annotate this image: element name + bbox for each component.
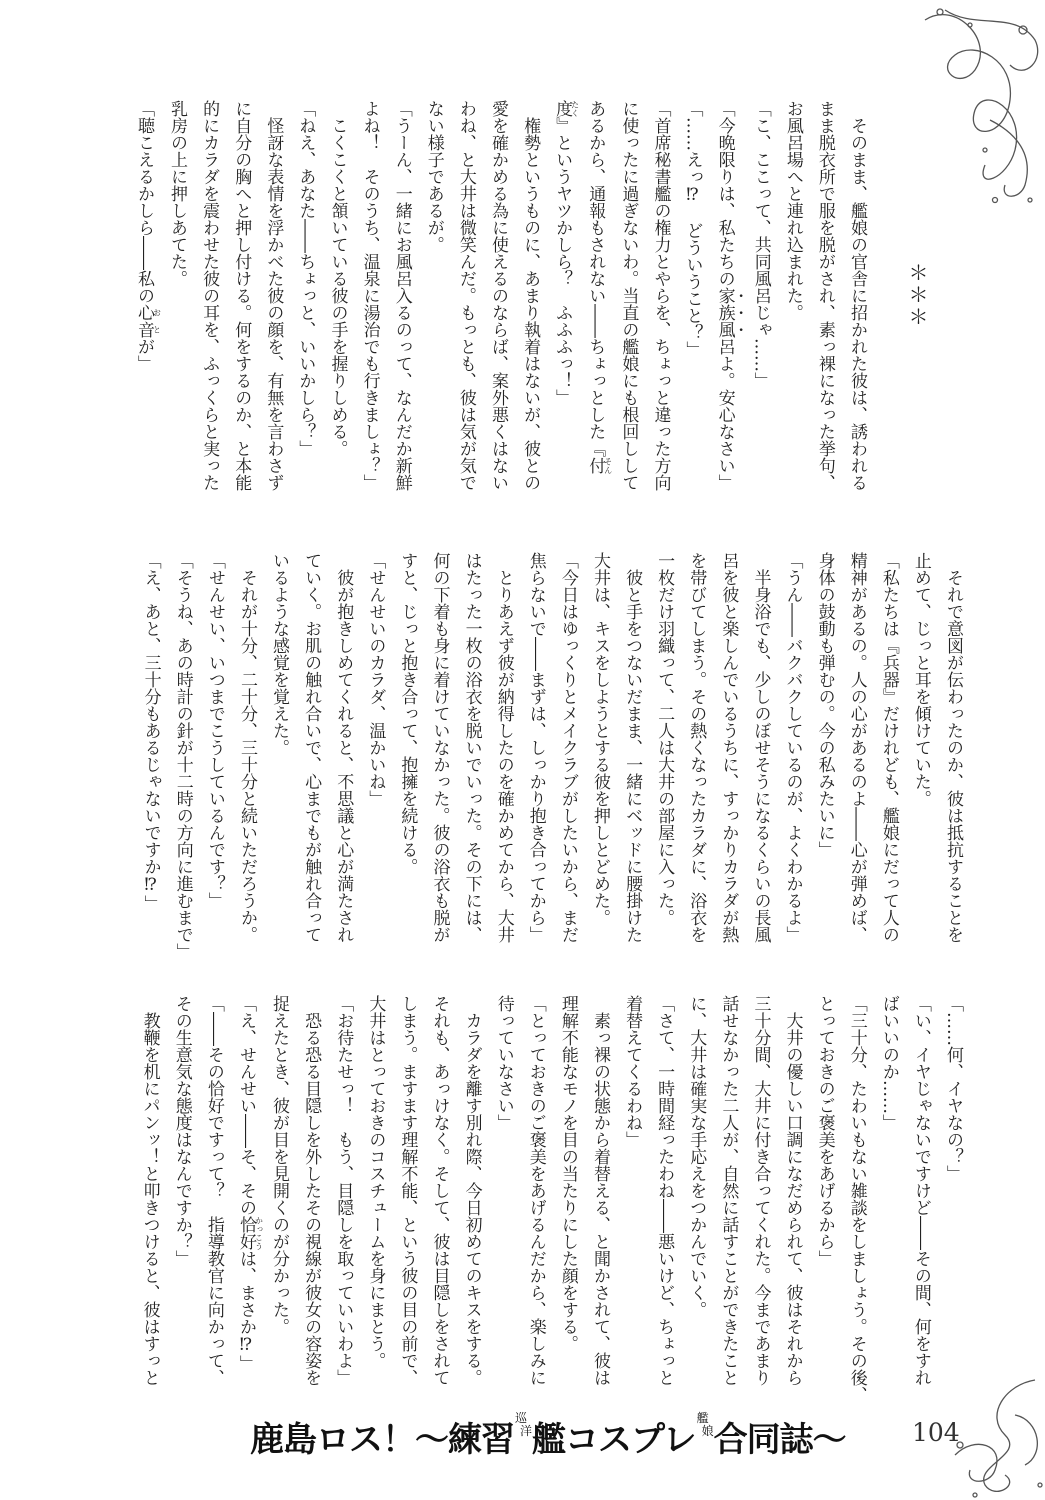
text-column: 「せんせい、いつまでこうしているんです？」 bbox=[204, 552, 225, 909]
ruby-base: 恰好 bbox=[235, 1216, 256, 1250]
text-column: しまう。ますます理解不能、という彼の目の前で、 bbox=[397, 995, 418, 1386]
text-column: 「そうね、あの時計の針が十二時の方向に進むまで」 bbox=[172, 552, 193, 960]
ruby-annotated-word bbox=[552, 100, 580, 117]
ruby-annotated-word bbox=[585, 457, 613, 474]
section-break-asterisks: ＊＊＊ bbox=[905, 262, 929, 328]
title-part-2: 艦コスプレ bbox=[532, 1420, 696, 1460]
text-column: 身体の鼓動も弾むの。今の私みたいに」 bbox=[814, 552, 835, 858]
text-tier-middle bbox=[135, 552, 969, 962]
text-column: わね、と大井は微笑んだ。もっとも、彼は気が気で bbox=[455, 100, 476, 491]
text-column bbox=[709, 100, 745, 510]
title-small-char: 洋 bbox=[520, 1424, 532, 1438]
ruby-base: 心音 bbox=[133, 304, 154, 338]
text-column: 「首席秘書艦の権力とやらを、ちょっと違った方向 bbox=[650, 100, 671, 491]
text-column: 一枚だけ羽織って、二人は大井の部屋に入った。 bbox=[654, 552, 675, 926]
text-column: お風呂場へと連れ込まれた。 bbox=[782, 100, 803, 321]
text-column: すと、じっと抱き合って、抱擁を続ける。 bbox=[397, 552, 418, 875]
text-column: 何の下着も身に着けていなかった。彼の浴衣も脱が bbox=[429, 552, 450, 943]
text-column: 乳房の上に押しあてた。 bbox=[167, 100, 188, 287]
text-column: それで意図が伝わったのか、彼は抵抗することを bbox=[943, 552, 963, 943]
title-part-1: 鹿島ロス！～練習 bbox=[250, 1420, 514, 1460]
text-column: その生意気な態度はなんですか？」 bbox=[171, 995, 192, 1267]
text-column: 精神があるの。人の心があるのよ――心が弾めば、 bbox=[846, 552, 867, 943]
text-column: 呂を彼と楽しんでいるうちに、すっかりカラダが熱 bbox=[718, 552, 739, 943]
text-column: に、大井は確実な手応えをつかんでいく。 bbox=[686, 995, 707, 1318]
text-column: はたった一枚の浴衣を脱いでいった。その下には、 bbox=[461, 552, 482, 943]
text-column: 三十分間、大井に付き合ってくれた。今まであまり bbox=[750, 995, 771, 1386]
text-column: 大井はとっておきのコスチュームを身にまとう。 bbox=[365, 995, 386, 1369]
text-column: 恐る恐る目隠しを外したその視線が彼女の容姿を bbox=[301, 995, 322, 1386]
text-segment: は、まさか⁉」 bbox=[235, 1250, 256, 1372]
text-column: 待っていなさい」 bbox=[493, 995, 514, 1131]
title-small-char: 娘 bbox=[701, 1424, 713, 1438]
text-column: 捉えたとき、彼が目を見開くのが分かった。 bbox=[269, 995, 290, 1335]
text-segment: 「聴こえるかしら――私の bbox=[133, 100, 154, 304]
text-column: 「うん――バクバクしているのが、よくわかるよ」 bbox=[782, 552, 803, 943]
text-column: 着替えてくるわね」 bbox=[622, 995, 643, 1148]
text-column: 権勢というものに、あまり執着はないが、彼との bbox=[520, 100, 541, 491]
text-column: 彼と手をつないだまま、一緒にベッドに腰掛けた bbox=[622, 552, 643, 943]
text-column: 「え、あと、三十分もあるじゃないですか⁉」 bbox=[140, 552, 161, 912]
ruby-reading: おと bbox=[152, 304, 162, 338]
text-column: 「せんせいのカラダ、温かいね」 bbox=[365, 552, 386, 807]
text-column: 怪訝な表情を浮かべた彼の顔を、有無を言わさず bbox=[263, 100, 284, 491]
text-column: 「ねえ、あなた――ちょっと、いいかしら？」 bbox=[295, 100, 316, 457]
text-column: 「……えっ⁉ どういうこと？」 bbox=[682, 100, 703, 358]
text-segment: が」 bbox=[133, 338, 154, 372]
title-small-char: 艦 bbox=[696, 1411, 708, 1425]
text-column: 「三十分、たわいもない雑談をしましょう。その後、 bbox=[846, 995, 867, 1403]
book-title bbox=[250, 1412, 846, 1461]
text-segment: あるから、通報もされない――ちょっとした『 bbox=[585, 100, 606, 457]
text-column: 「とっておきのご褒美をあげるんだから、楽しみに bbox=[525, 995, 546, 1386]
text-segment: 』というヤツかしら？ ふふふっ！」 bbox=[552, 117, 573, 406]
text-column: 「……何、イヤなの？」 bbox=[943, 995, 963, 1182]
text-column bbox=[546, 100, 579, 510]
text-column: 的にカラダを震わせた彼の耳を、ふっくらと実った bbox=[199, 100, 220, 491]
text-column: 素っ裸の状態から着替える、と聞かされて、彼は bbox=[589, 995, 610, 1386]
text-column: 「――その恰好ですって？ 指導教官に向かって、 bbox=[203, 995, 224, 1386]
text-column: よね！ そのうち、温泉に湯治でも行きましょ？」 bbox=[359, 100, 380, 491]
text-column: 「お待たせっ！ もう、目隠しを取っていいわよ」 bbox=[333, 995, 354, 1386]
text-column bbox=[128, 100, 161, 510]
ruby-annotated-word bbox=[235, 1216, 264, 1250]
ruby-reading: かっこう bbox=[254, 1216, 264, 1250]
text-column: に自分の胸へと押し付ける。何をするのか、と本能 bbox=[231, 100, 252, 491]
text-tier-bottom bbox=[134, 995, 969, 1405]
text-column: こくこくと頷いている彼の手を握りしめる。 bbox=[327, 100, 348, 457]
text-column: 教鞭を机にパンッ！と叩きつけると、彼はすっと bbox=[139, 995, 160, 1386]
text-column: 「今日はゆっくりとメイクラブがしたいから、まだ bbox=[557, 552, 578, 943]
title-part-3: 合同誌～ bbox=[713, 1420, 846, 1460]
title-small-char: 巡 bbox=[515, 1411, 527, 1425]
text-column: を帯びてしまう。その熱くなったカラダに、浴衣を bbox=[686, 552, 707, 943]
text-column: 「こ、ここって、共同風呂じゃ……」 bbox=[750, 100, 771, 389]
text-column: まま脱衣所で服を脱がされ、素っ裸になった挙句、 bbox=[814, 100, 835, 491]
ruby-base: 度 bbox=[552, 100, 573, 117]
text-column: とりあえず彼が納得したのを確かめてから、大井 bbox=[493, 552, 514, 943]
ruby-reading: たく bbox=[570, 100, 580, 117]
page-number: 104 bbox=[912, 1418, 960, 1447]
text-column: 愛を確かめる為に使えるのならば、案外悪くはない bbox=[487, 100, 508, 491]
text-segment: 「今晩限りは、私たちの bbox=[714, 100, 735, 287]
text-column: 大井の優しい口調になだめられて、彼はそれから bbox=[782, 995, 803, 1386]
ruby-reading: そん bbox=[603, 457, 613, 474]
text-segment: 「え、せんせい――そ、その bbox=[235, 995, 256, 1216]
text-tier-top bbox=[128, 100, 873, 510]
ruby-annotated-word bbox=[133, 304, 162, 338]
text-column: それも、あっけなく。そして、彼は目隠しをされて bbox=[429, 995, 450, 1386]
text-column: とっておきのご褒美をあげるから」 bbox=[814, 995, 835, 1267]
text-column: カラダを離す別れ際、今日初めてのキスをする。 bbox=[461, 995, 482, 1386]
title-small-junyo bbox=[515, 1412, 531, 1438]
text-column: ていく。お肌の触れ合いで、心までもが触れ合って bbox=[301, 552, 322, 943]
text-column: ばいいのか……」 bbox=[878, 995, 899, 1131]
text-column: それが十分、二十分、三十分と続いただろうか。 bbox=[236, 552, 257, 943]
text-column: 半身浴でも、少しのぼせそうになるくらいの長風 bbox=[750, 552, 771, 943]
text-column: 「さて、一時間経ったわね――悪いけど、ちょっと bbox=[654, 995, 675, 1386]
text-column: そのまま、艦娘の官舎に招かれた彼は、誘われる bbox=[847, 100, 867, 491]
text-column: 「い、イヤじゃないですけど――その間、何をすれ bbox=[910, 995, 931, 1386]
text-segment: 呂よ。安心なさい」 bbox=[714, 338, 735, 491]
text-column: 彼が抱きしめてくれると、不思議と心が満たされ bbox=[333, 552, 354, 943]
text-column bbox=[579, 100, 612, 510]
text-column: に使ったに過ぎないわ。当直の艦娘にも根回しして bbox=[618, 100, 639, 491]
text-column bbox=[230, 995, 263, 1405]
text-column: 大井は、キスをしようとする彼を押しとどめた。 bbox=[589, 552, 610, 926]
text-column: ない様子であるが。 bbox=[423, 100, 444, 253]
corner-ornament-top bbox=[915, 0, 1045, 210]
emphasized-text: 家族風 bbox=[714, 287, 735, 338]
ruby-base: 付 bbox=[585, 457, 606, 474]
text-column: 焦らないで――まずは、しっかり抱き合ってから」 bbox=[525, 552, 546, 943]
text-column: 話せなかった二人が、自然に話すことができたこと bbox=[718, 995, 739, 1386]
text-column: 理解不能なモノを目の当たりにした顔をする。 bbox=[557, 995, 578, 1352]
text-column: 止めて、じっと耳を傾けていた。 bbox=[910, 552, 931, 807]
text-column: いるような感覚を覚えた。 bbox=[269, 552, 290, 756]
text-column: 「うーん、一緒にお風呂入るのって、なんだか新鮮 bbox=[391, 100, 412, 491]
title-small-kanmusu bbox=[697, 1412, 713, 1438]
text-column: 「私たちは『兵器』だけれども、艦娘にだって人の bbox=[878, 552, 899, 943]
